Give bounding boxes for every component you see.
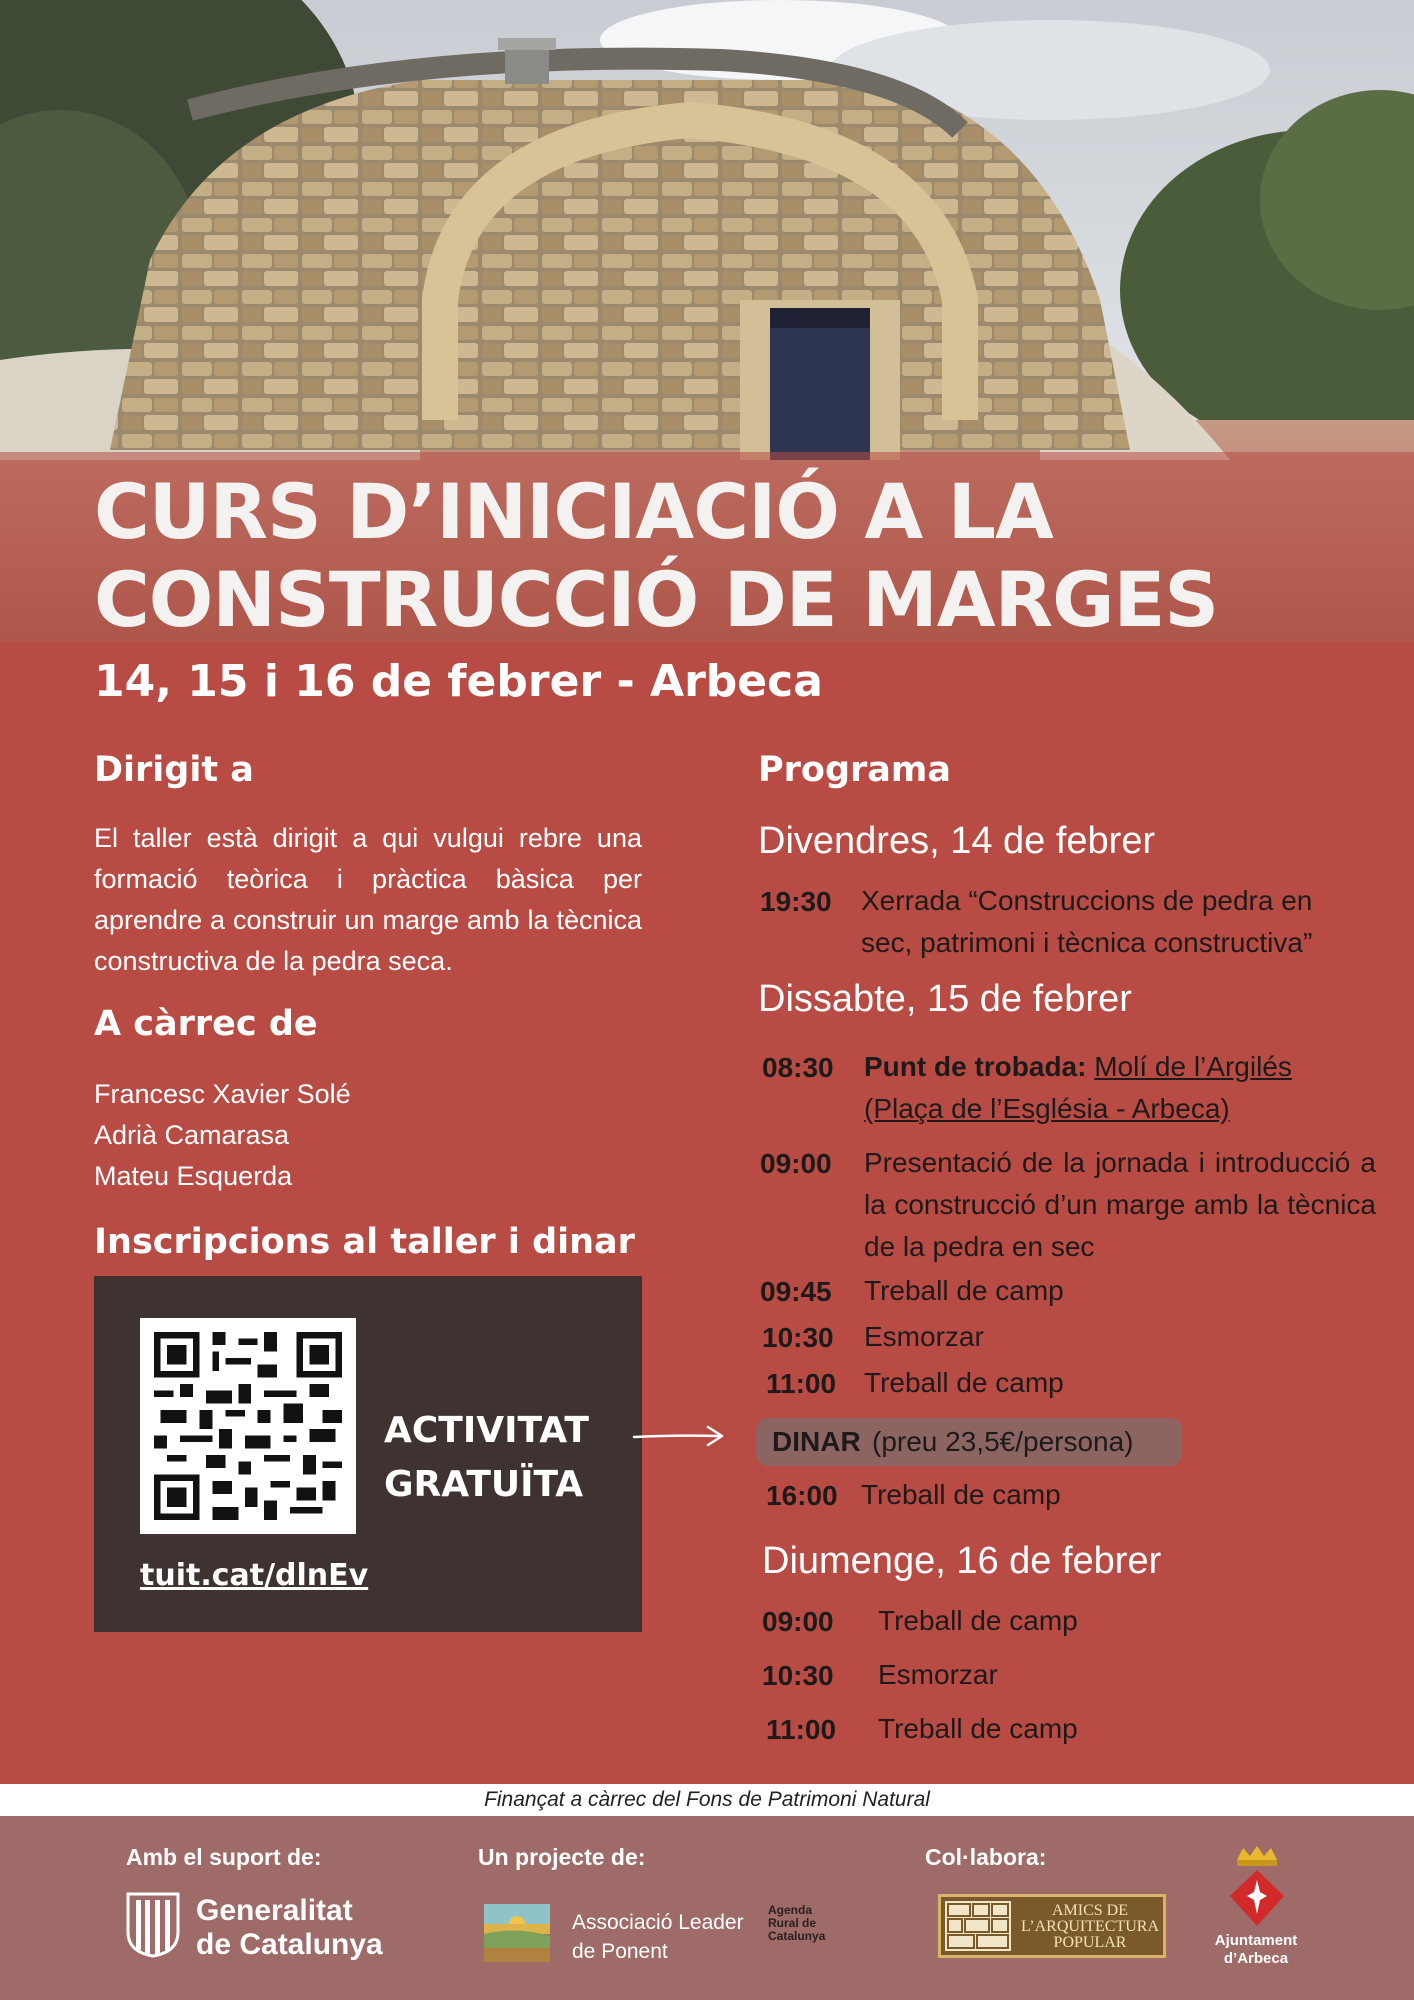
carrec-heading: A càrrec de	[94, 1004, 318, 1044]
leader-line-1: Associació Leader	[572, 1911, 744, 1934]
schedule-time: 09:45	[760, 1276, 832, 1307]
dirigit-body: El taller està dirigit a qui vulgui rebre una formació teòrica i pràctica bàsica per aprendre a construir un marge amb la tècnica constructiva de la pedra seca.	[94, 823, 642, 976]
qr-code-icon	[154, 1332, 342, 1520]
schedule-time: 10:30	[762, 1660, 834, 1691]
arbeca-name	[1196, 1932, 1316, 1968]
schedule-activity: Treball de camp	[861, 1479, 1061, 1510]
sponsors-footer	[0, 1816, 1414, 2000]
arrow-right-icon	[632, 1424, 728, 1448]
leader-logo-icon	[484, 1904, 550, 1962]
meeting-point	[864, 1046, 1324, 1130]
agenda-line-1: Agenda	[768, 1903, 813, 1917]
programa-heading: Programa	[758, 750, 951, 790]
arbeca-line-2: d’Arbeca	[1223, 1950, 1289, 1967]
leader-name	[572, 1908, 744, 1966]
agenda-rural-logo	[768, 1904, 825, 1943]
lunch-badge	[756, 1418, 1182, 1466]
schedule-activity: Treball de camp	[864, 1275, 1064, 1306]
schedule-time: 10:30	[762, 1322, 834, 1353]
leader-line-2: de Ponent	[572, 1940, 668, 1963]
arbeca-coat-of-arms-icon	[1228, 1846, 1286, 1930]
schedule-activity: Esmorzar	[864, 1321, 984, 1352]
stone-wall-icon	[945, 1901, 1011, 1951]
schedule-time: 11:00	[766, 1714, 837, 1745]
day-1-label: Divendres, 14 de febrer	[758, 820, 1156, 862]
amics-name	[1017, 1903, 1163, 1951]
arbeca-line-1: Ajuntament	[1214, 1932, 1298, 1949]
amics-line-1: AMICS DE	[1051, 1902, 1128, 1919]
schedule-activity: Presentació de la jornada i introducció a la construcció d’un marge amb la tècnica de la pedra en sec	[864, 1147, 1376, 1262]
meeting-place-address[interactable]: (Plaça de l’Església - Arbeca)	[864, 1093, 1230, 1124]
qr-code[interactable]	[140, 1318, 356, 1534]
free-activity-line-1: ACTIVITAT	[384, 1410, 589, 1451]
free-activity-line-2: GRATUÏTA	[384, 1464, 584, 1505]
dirigit-heading: Dirigit a	[94, 750, 254, 790]
instructors-list	[94, 1074, 351, 1197]
schedule-activity: Esmorzar	[878, 1659, 998, 1690]
meeting-point-label: Punt de trobada:	[864, 1051, 1087, 1082]
schedule-time: 16:00	[766, 1480, 838, 1511]
schedule-activity: Treball de camp	[878, 1605, 1078, 1636]
generalitat-line-2: de Catalunya	[196, 1928, 383, 1961]
generalitat-name	[196, 1894, 383, 1962]
title-line-2: CONSTRUCCIÓ DE MARGES	[94, 555, 1219, 644]
schedule-activity: Treball de camp	[878, 1713, 1078, 1744]
funding-bar	[0, 1784, 1414, 1816]
support-label: Amb el suport de:	[126, 1844, 322, 1870]
agenda-line-3: Catalunya	[768, 1929, 826, 1943]
agenda-line-2: Rural de	[768, 1916, 817, 1930]
day-2-label: Dissabte, 15 de febrer	[758, 978, 1132, 1020]
event-dates: 14, 15 i 16 de febrer - Arbeca	[94, 656, 823, 707]
page-title	[94, 468, 1354, 644]
schedule-time: 19:30	[760, 886, 832, 917]
funding-note: Finançat a càrrec del Fons de Patrimoni Natural	[484, 1788, 930, 1811]
amics-line-2: L’ARQUITECTURA	[1020, 1918, 1160, 1935]
schedule-activity: Xerrada “Construccions de pedra en sec, patrimoni i tècnica constructiva”	[861, 885, 1313, 958]
schedule-activity: Treball de camp	[864, 1367, 1064, 1398]
generalitat-line-1: Generalitat	[196, 1894, 353, 1927]
lunch-label: DINAR	[772, 1426, 861, 1457]
free-activity-label	[384, 1404, 589, 1512]
instructor-name: Mateu Esquerda	[94, 1161, 293, 1191]
generalitat-logo-icon	[126, 1892, 180, 1958]
collabora-label: Col·labora:	[925, 1844, 1047, 1870]
amics-arquitectura-logo	[938, 1894, 1166, 1958]
schedule-time: 09:00	[762, 1606, 834, 1637]
registration-box	[94, 1276, 642, 1632]
instructor-name: Francesc Xavier Solé	[94, 1079, 351, 1109]
amics-line-3: POPULAR	[1053, 1934, 1127, 1951]
instructor-name: Adrià Camarasa	[94, 1120, 290, 1150]
title-line-1: CURS D’INICIACIÓ A LA	[94, 467, 1053, 556]
meeting-place[interactable]: Molí de l’Argilés	[1094, 1051, 1292, 1082]
lunch-price: (preu 23,5€/persona)	[872, 1426, 1134, 1457]
inscripcions-heading: Inscripcions al taller i dinar	[94, 1222, 635, 1262]
day-3-label: Diumenge, 16 de febrer	[762, 1540, 1162, 1582]
registration-link[interactable]: tuit.cat/dlnEv	[140, 1558, 369, 1593]
project-label: Un projecte de:	[478, 1844, 646, 1870]
schedule-time: 08:30	[762, 1052, 834, 1083]
schedule-time: 11:00	[766, 1368, 837, 1399]
schedule-time: 09:00	[760, 1148, 832, 1179]
